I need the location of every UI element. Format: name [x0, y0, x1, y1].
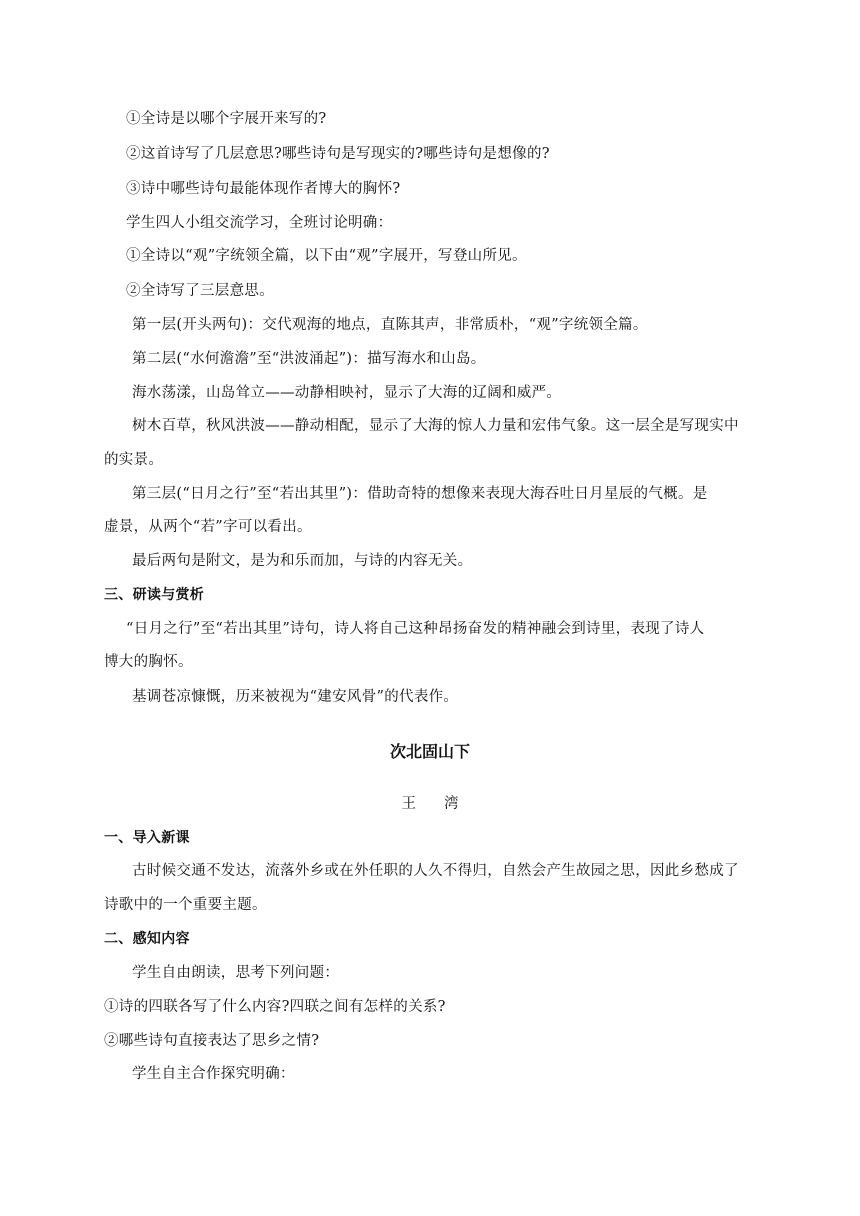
section-heading-perceive: 二、感知内容 — [104, 931, 190, 947]
layer-2-detail-2-cont: 的实景。 — [104, 452, 164, 468]
discussion-intro: 学生四人小组交流学习，全班讨论明确： — [126, 215, 393, 231]
layer-1: 第一层(开头两句)：交代观海的地点，直陈其声，非常质朴，“观”字统领全篇。 — [132, 317, 648, 333]
last-lines-note: 最后两句是附文，是为和乐而加，与诗的内容无关。 — [132, 553, 473, 569]
layer-3: 第三层(“日月之行”至“若出其里”)：借助奇特的想像来表现大海吞吐日月星辰的气概。是 — [132, 486, 708, 502]
intro-paragraph-cont: 诗歌中的一个重要主题。 — [104, 897, 267, 913]
question-b: ②哪些诗句直接表达了思乡之情? — [104, 1033, 320, 1049]
question-2: ②这首诗写了几层意思?哪些诗句是写现实的?哪些诗句是想像的? — [126, 146, 550, 162]
layer-2-detail-1: 海水荡漾，山岛耸立——动静相映衬，显示了大海的辽阔和威严。 — [132, 385, 562, 401]
question-1: ①全诗是以哪个字展开来写的? — [126, 111, 327, 127]
answer-2: ②全诗写了三层意思。 — [126, 283, 274, 299]
poem-title: 次北固山下 — [389, 742, 470, 761]
intro-paragraph: 古时候交通不发达，流落外乡或在外任职的人久不得归，自然会产生故园之思，因此乡愁成了 — [132, 863, 739, 879]
section-heading-study: 三、研读与赏析 — [104, 587, 205, 603]
exploration-intro: 学生自主合作探究明确： — [132, 1066, 295, 1082]
layer-2: 第二层(“水何澹澹”至“洪波涌起”)：描写海水和山岛。 — [132, 351, 486, 367]
question-a: ①诗的四联各写了什么内容?四联之间有怎样的关系? — [104, 999, 446, 1015]
answer-1: ①全诗以“观”字统领全篇，以下由“观”字展开，写登山所见。 — [126, 248, 527, 264]
layer-2-detail-2: 树木百草，秋风洪波——静动相配，显示了大海的惊人力量和宏伟气象。这一层全是写现实中 — [132, 418, 739, 434]
section-heading-intro: 一、导入新课 — [104, 830, 190, 846]
question-3: ③诗中哪些诗句最能体现作者博大的胸怀? — [126, 181, 401, 197]
layer-3-cont: 虚景，从两个“若”字可以看出。 — [104, 519, 312, 535]
study-paragraph: “日月之行”至“若出其里”诗句，诗人将自己这种昂扬奋发的精神融会到诗里，表现了诗人 — [126, 621, 705, 637]
study-paragraph-cont: 博大的胸怀。 — [104, 654, 193, 670]
tone-paragraph: 基调苍凉慷慨，历来被视为“建安风骨”的代表作。 — [132, 689, 459, 705]
poem-author: 王湾 — [401, 796, 487, 812]
reading-instruction: 学生自由朗读，思考下列问题： — [132, 965, 340, 981]
